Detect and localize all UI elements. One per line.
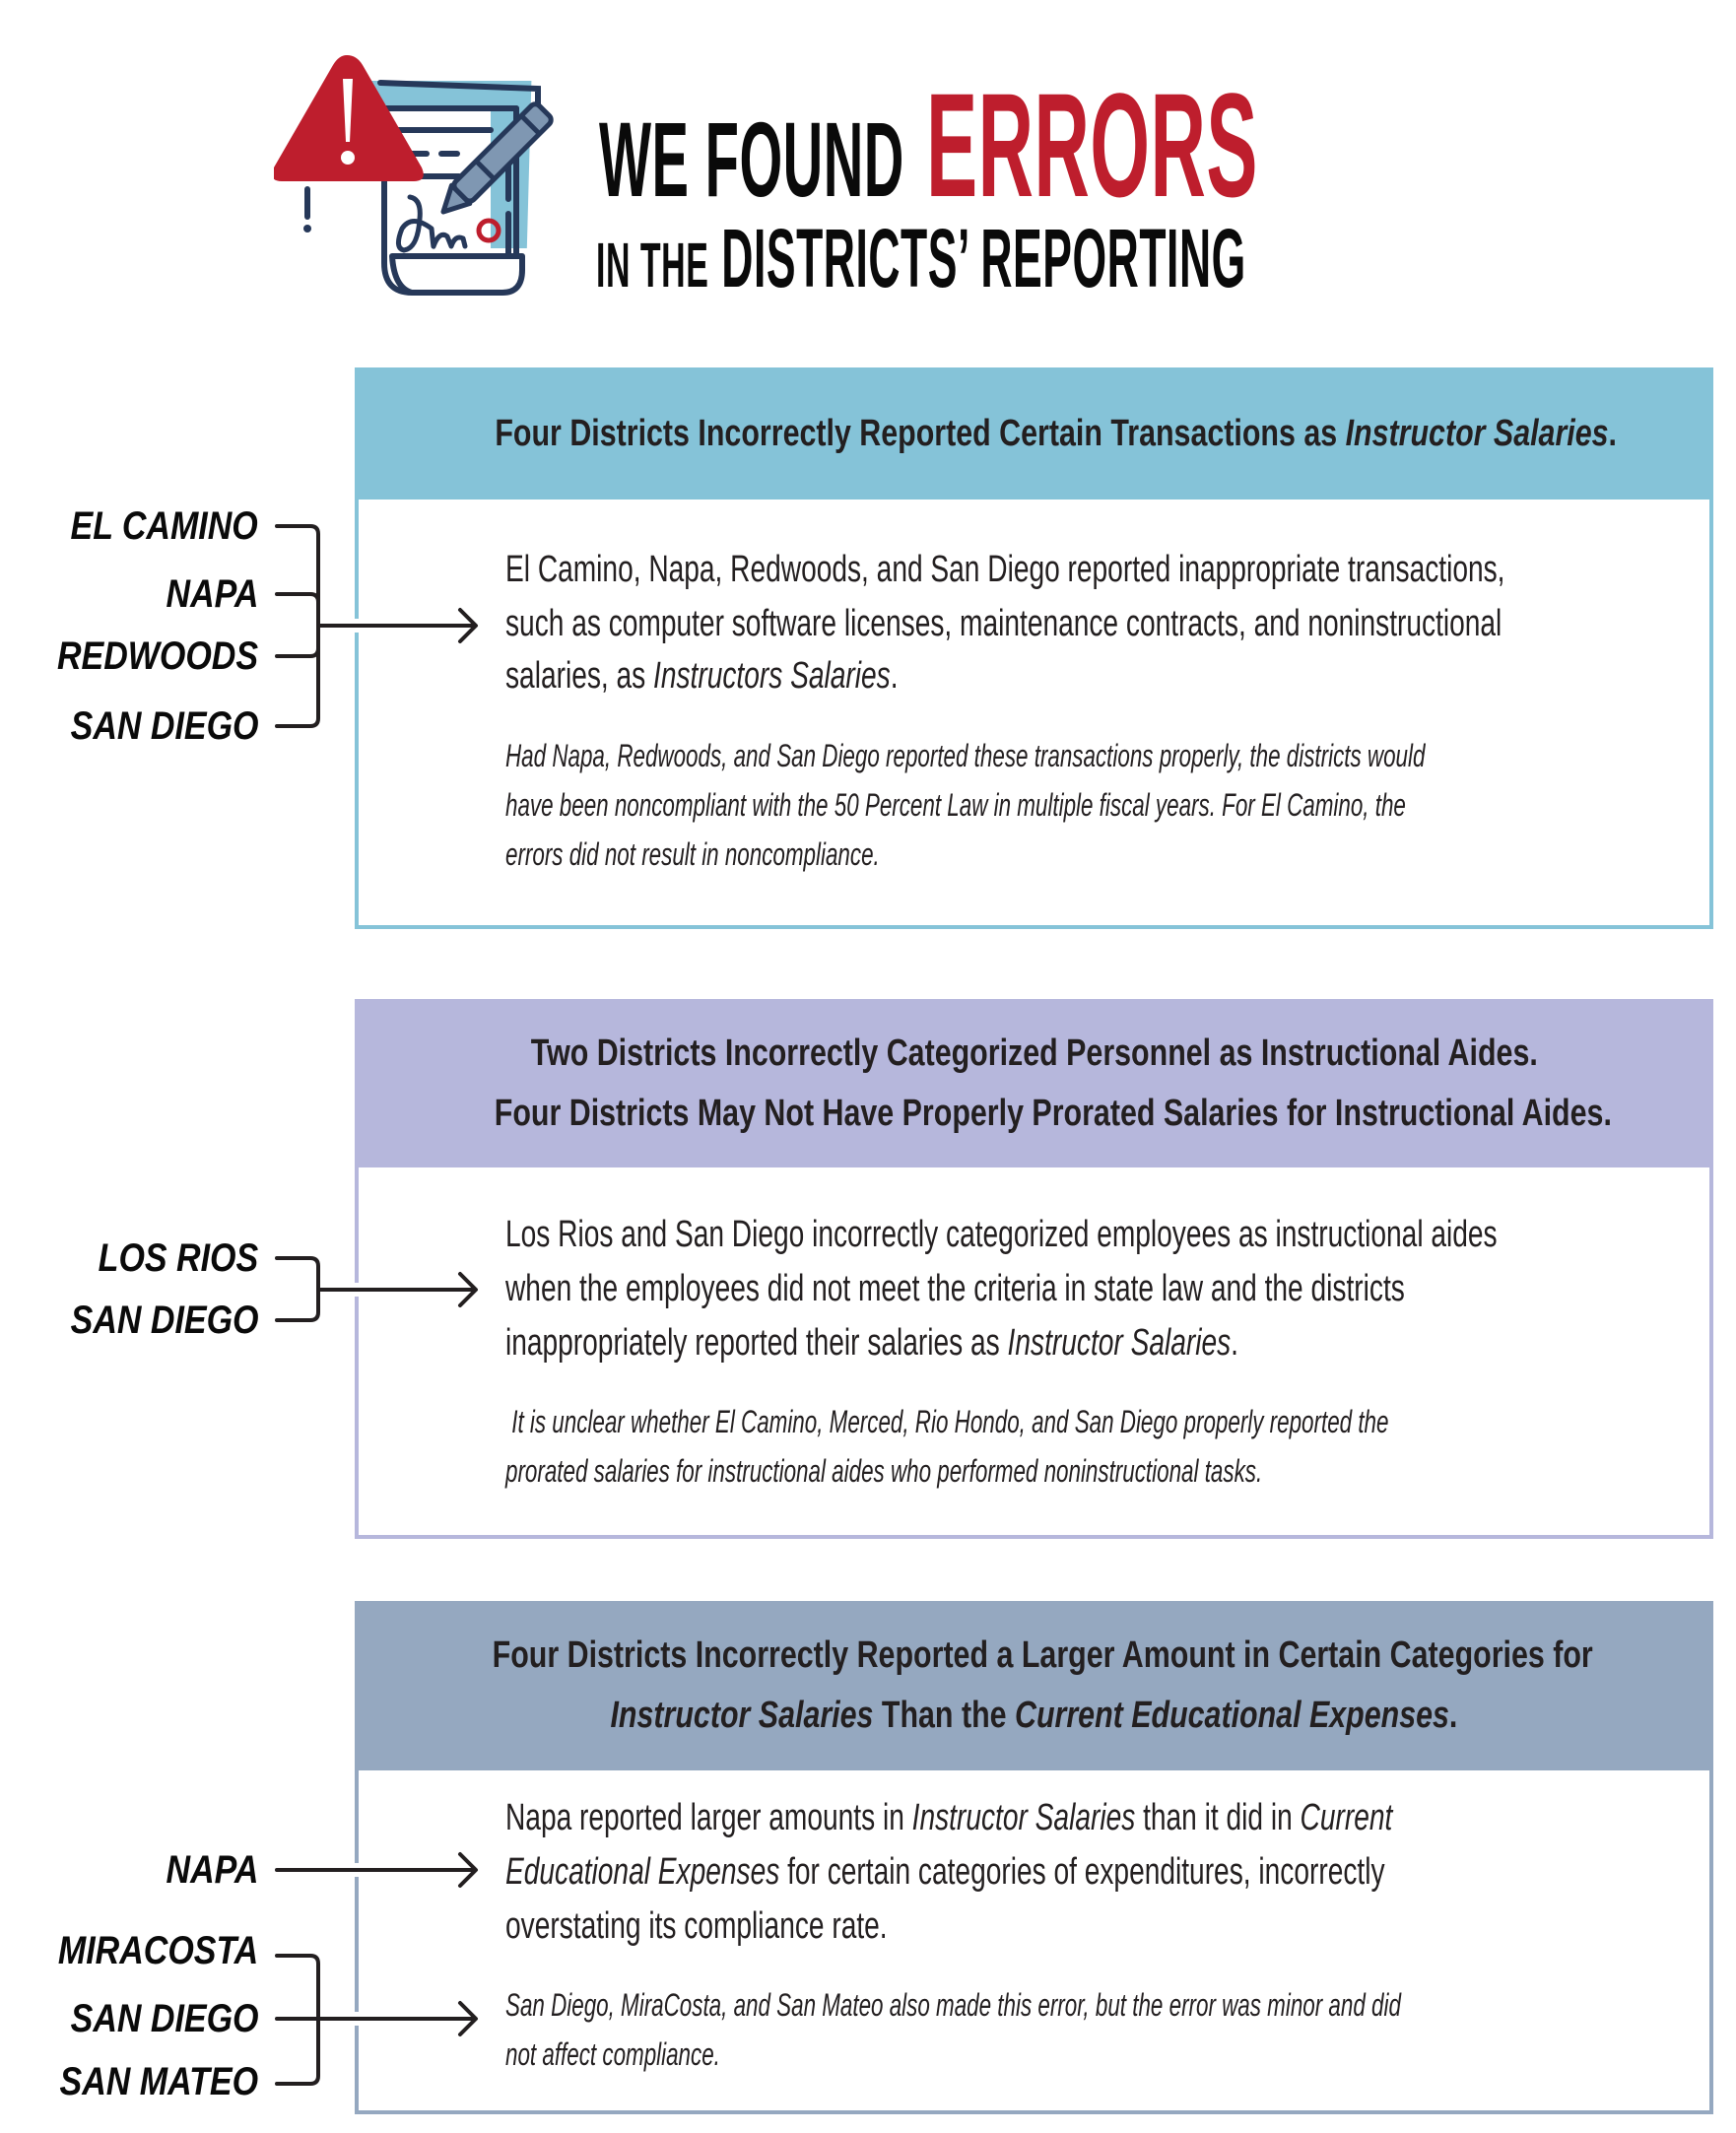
finding-3-note-line: San Diego, MiraCosta, and San Mateo also made this error, but the error was minor and did	[505, 1987, 1401, 2023]
text-run: inappropriately reported their salaries as	[505, 1322, 1008, 1364]
finding-1-note-line: have been noncompliant with the 50 Percent Law in multiple fiscal years. For El Camino, the	[505, 787, 1406, 823]
title-line-1	[599, 62, 1258, 233]
district-label-napa: NAPA	[166, 1848, 258, 1892]
italic-term: Educational Expenses	[505, 1851, 780, 1893]
italic-term: Instructor Salaries	[911, 1797, 1136, 1838]
title-districts-reporting: DISTRICTS’ REPORTING	[721, 212, 1246, 304]
finding-box-3-title-line-2	[355, 1686, 1713, 1745]
text-run: .	[1608, 413, 1618, 454]
text-run: Los Rios and San Diego incorrectly categorized employees as instructional aides	[505, 1214, 1498, 1255]
district-label-miracosta: MIRACOSTA	[57, 1929, 258, 1972]
finding-3-body-line	[505, 1901, 888, 1951]
finding-box-2-title-line-1	[355, 1024, 1713, 1083]
finding-box-2-header	[355, 999, 1713, 1167]
header-icon	[274, 51, 555, 298]
finding-2-body-line	[505, 1318, 1238, 1367]
text-run: .	[1448, 1695, 1458, 1736]
italic-term: Current	[1300, 1797, 1393, 1838]
finding-1-body-line	[505, 545, 1504, 594]
text-run: when the employees did not meet the criteria in state law and the districts	[505, 1268, 1405, 1309]
text-run: Napa reported larger amounts in	[505, 1797, 912, 1838]
document-signature-warning-icon	[274, 51, 555, 298]
text-run: overstating its compliance rate.	[505, 1905, 888, 1947]
district-label-san-diego: SAN DIEGO	[70, 1299, 258, 1342]
finding-box-1-title	[355, 404, 1713, 463]
district-label-san-mateo: SAN MATEO	[59, 2060, 258, 2103]
text-run: such as computer software licenses, maintenance contracts, and noninstructional	[505, 603, 1502, 644]
finding-3-note-line: not affect compliance.	[505, 2036, 720, 2072]
finding-2-body-line	[505, 1210, 1498, 1259]
district-label-san-diego: SAN DIEGO	[70, 704, 258, 748]
text-run: salaries, as	[505, 655, 654, 697]
title-in-the: IN THE	[596, 230, 709, 300]
text-run: Than the	[873, 1695, 1016, 1736]
district-label-napa: NAPA	[166, 572, 258, 616]
title-errors: ERRORS	[926, 62, 1258, 228]
text-run: .	[1231, 1322, 1238, 1364]
finding-2-body-line	[505, 1264, 1405, 1313]
finding-3-body-line	[505, 1793, 1392, 1842]
finding-box-1-header	[355, 367, 1713, 500]
district-label-redwoods: REDWOODS	[57, 634, 258, 678]
italic-term: Instructor Salaries	[610, 1695, 874, 1736]
district-label-los-rios: LOS RIOS	[98, 1236, 258, 1280]
italic-term: Instructors Salaries	[653, 655, 891, 697]
text-run: Two Districts Incorrectly Categorized Personnel as Instructional Aides.	[530, 1033, 1538, 1074]
finding-2-note-line: It is unclear whether El Camino, Merced, Rio Hondo, and San Diego properly reported the	[505, 1404, 1389, 1439]
finding-box-3-title-line-1	[355, 1626, 1713, 1685]
text-run: Four Districts Incorrectly Reported Certain Transactions as	[495, 413, 1346, 454]
finding-1-note-line: errors did not result in noncompliance.	[505, 836, 880, 872]
district-label-san-diego: SAN DIEGO	[70, 1997, 258, 2040]
bracket-section-2	[277, 1258, 318, 1320]
title-we-found: WE FOUND	[599, 100, 904, 219]
text-run: for certain categories of expenditures, incorrectly	[779, 1851, 1385, 1893]
italic-term: Instructor Salaries	[1007, 1322, 1232, 1364]
bracket-section-1	[277, 526, 318, 726]
finding-3-body-line	[505, 1847, 1385, 1897]
text-run: .	[890, 655, 899, 697]
finding-box-3-header	[355, 1601, 1713, 1770]
text-run: than it did in	[1135, 1797, 1301, 1838]
district-label-el-camino: EL CAMINO	[70, 504, 258, 548]
italic-term: Instructor Salaries	[1345, 413, 1609, 454]
finding-1-note-line: Had Napa, Redwoods, and San Diego reported these transactions properly, the districts would	[505, 738, 1426, 773]
italic-term: Current Educational Expenses	[1015, 1695, 1449, 1736]
bracket-section-3	[277, 1956, 318, 2084]
finding-box-2-title-line-2	[355, 1084, 1713, 1143]
text-run: El Camino, Napa, Redwoods, and San Diego reported inappropriate transactions,	[505, 549, 1505, 590]
text-run: Four Districts May Not Have Properly Prorated Salaries for Instructional Aides.	[494, 1093, 1612, 1134]
finding-1-body-line	[505, 651, 899, 700]
title-line-2	[596, 212, 1246, 306]
finding-1-body-line	[505, 599, 1502, 648]
finding-2-note-line: prorated salaries for instructional aides who performed noninstructional tasks.	[505, 1453, 1263, 1489]
text-run: Four Districts Incorrectly Reported a Larger Amount in Certain Categories for	[492, 1634, 1593, 1676]
